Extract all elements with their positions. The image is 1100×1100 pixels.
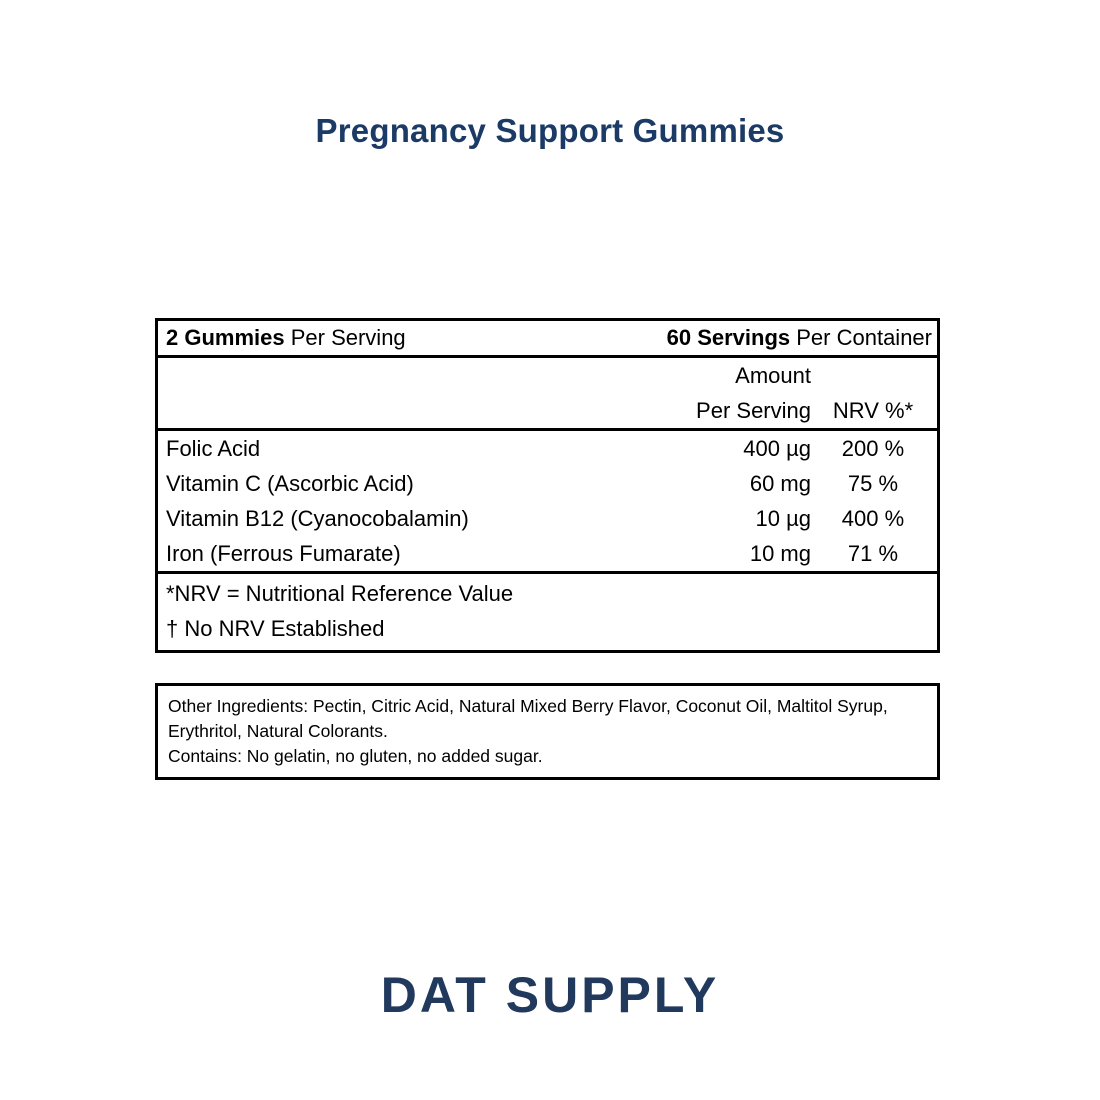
nutrient-name: Vitamin C (Ascorbic Acid) [166, 471, 414, 496]
servings-per-serving [166, 321, 406, 355]
header-amount-column [681, 358, 811, 428]
table-footnotes [158, 571, 937, 650]
other-ingredients-text: Other Ingredients: Pectin, Citric Acid, Natural Mixed Berry Flavor, Coconut Oil, Maltitol Syrup, Erythritol, Natural Colorants. [168, 696, 888, 741]
serving-size-label: Per Serving [284, 325, 406, 350]
footnote-no-nrv: † No NRV Established [166, 616, 385, 641]
footnote-nrv-definition: *NRV = Nutritional Reference Value [166, 581, 514, 606]
nutrient-nrv: 75 % [847, 471, 899, 496]
table-row [158, 501, 937, 536]
servings-per-container [667, 321, 932, 355]
servings-count-value: 60 Servings [666, 325, 791, 350]
nutrient-nrv: 71 % [847, 541, 899, 566]
nutrient-name: Iron (Ferrous Fumarate) [166, 541, 401, 566]
table-row [158, 536, 937, 571]
supplement-facts-table [155, 318, 940, 653]
servings-count-label: Per Container [790, 325, 932, 350]
table-row [158, 431, 937, 466]
nutrient-nrv: 200 % [841, 436, 905, 461]
header-amount-line1: Amount [735, 363, 811, 388]
page-title: Pregnancy Support Gummies [315, 112, 785, 149]
other-ingredients-box [155, 683, 940, 780]
table-row [158, 466, 937, 501]
header-amount-line2: Per Serving [696, 398, 811, 423]
contains-text: Contains: No gelatin, no gluten, no added sugar. [168, 746, 543, 766]
header-nrv-column [811, 393, 935, 428]
header-nrv-label: NRV %* [832, 398, 914, 423]
nutrient-name: Folic Acid [166, 436, 261, 461]
nutrient-amount: 10 µg [755, 506, 811, 531]
serving-info-row [158, 321, 937, 358]
brand-logo: DAT SUPPLY [380, 967, 720, 1023]
nutrient-amount: 10 mg [749, 541, 811, 566]
nutrient-amount: 60 mg [749, 471, 811, 496]
table-header-row [158, 358, 937, 431]
nutrient-amount: 400 µg [743, 436, 811, 461]
nutrient-name: Vitamin B12 (Cyanocobalamin) [166, 506, 469, 531]
serving-size-value: 2 Gummies [166, 325, 285, 350]
nutrient-nrv: 400 % [841, 506, 905, 531]
